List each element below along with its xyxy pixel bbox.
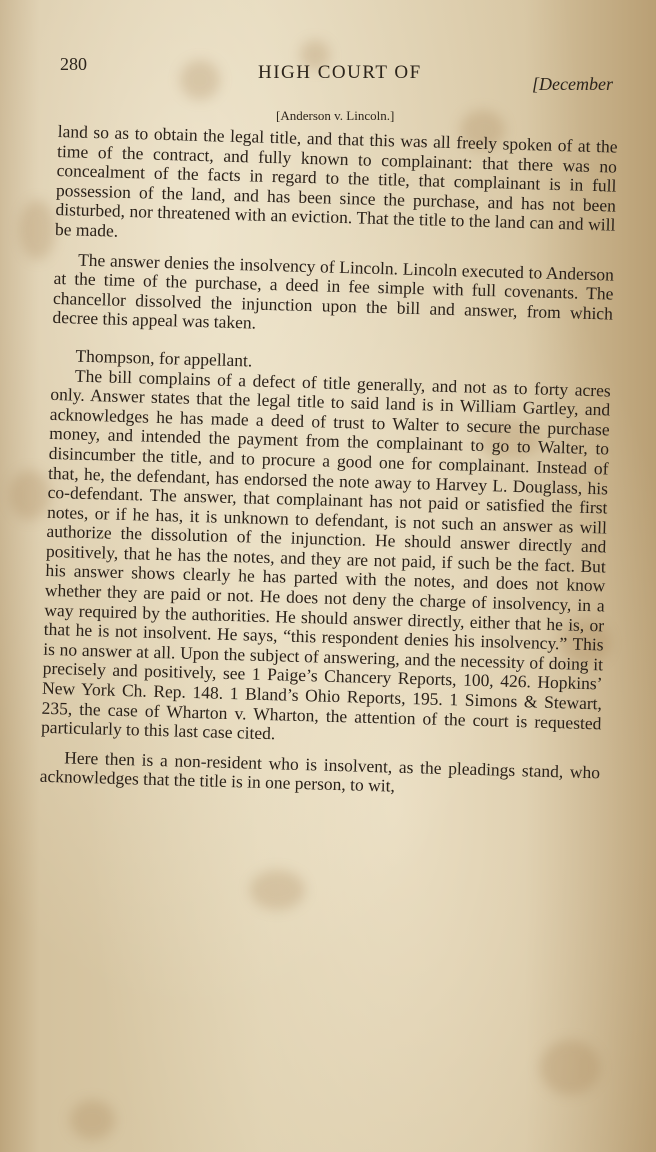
foxing-stain <box>70 1100 115 1140</box>
foxing-stain <box>540 1040 600 1095</box>
month-label: [December <box>532 74 613 94</box>
paragraph-1: land so as to obtain the legal title, and that this was all freely spoken of at the time of the contract, and fully known to complainant: that there was no concealment of the facts in regard to the title, that complainant is in full possession of the land, and has been since the purchase, and has not been disturbed, nor threatened with an eviction. That the title to the land can and will be made. <box>54 121 618 241</box>
paragraph-4: The bill complains of a defect of title generally, and not as to forty acres only. Answer states that the legal title to said land is in William Gartley, and acknowledges he has made a deed of trust to Walter to secure the purchase money, and intended the payment from the complainant to go to Walter, to disincumber the title, and to procure a good one for complainant. Instead of that, he, the defendant, has endorsed the note away to Harvey L. Douglass, his co-defendant. The answer, that complainant has not paid or satisfied the first notes, or if he has, it is unknown to defendant, is not such an answer as will authorize the dissolution of the injunction. He should answer directly and positively, that he has the notes, and they are not paid, if such be the fact. But his answer shows clearly he has parted with the notes, and does not know whether they are paid or not. He does not deny the charge of insolvency, in a way required by the authorities. He should answer directly, either that he is, or that he is not insolvent. He says, “this respondent denies his insolvency.” This is no answer at all. Upon the subject of answering, and the necessity of doing it precisely and positively, see 1 Paige’s Chancery Reports, 100, 426. Hopkins’ New York Ch. Rep. 148. 1 Bland’s Ohio Reports, 195. 1 Simons & Stewart, 235, the case of Wharton v. Wharton, the attention of the court is requested particularly to this last case cited. <box>40 365 612 744</box>
paragraph-2: The answer denies the insolvency of Lincoln. Lincoln executed to Anderson at the time of the purchase, a deed in fee simple with full covenants. The chancellor dissolved the injunction upon the bill and answer, from which decree this appeal was taken. <box>52 249 615 333</box>
foxing-stain <box>10 470 50 520</box>
paragraph-5: Here then is a non-resident who is insolvent, as the pleadings stand, who acknowledges that the title is in one person, to wit, <box>39 747 601 797</box>
paragraph-counsel: Thompson, for appellant. <box>75 345 253 371</box>
foxing-stain <box>250 870 305 910</box>
running-head <box>0 0 656 100</box>
court-title: HIGH COURT OF <box>258 62 422 83</box>
body-text <box>39 122 617 802</box>
foxing-stain <box>20 200 55 260</box>
case-caption: [Anderson v. Lincoln.] <box>276 108 395 123</box>
page-number: 280 <box>60 54 87 74</box>
